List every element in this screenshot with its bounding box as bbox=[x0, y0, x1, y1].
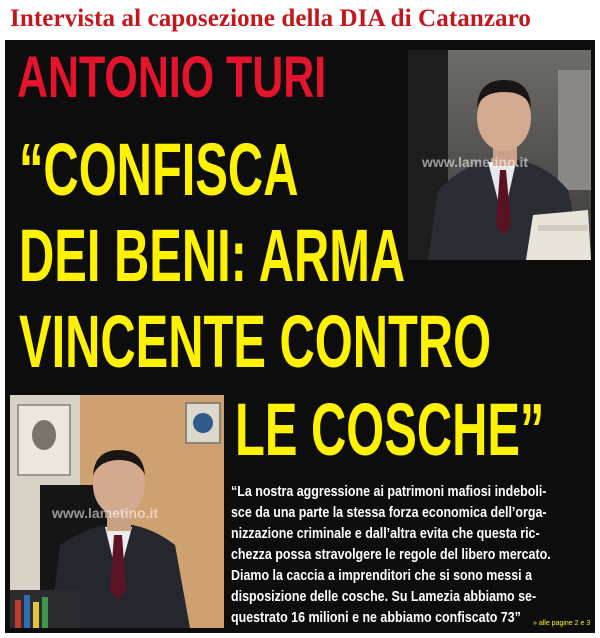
watermark-top: www.lametino.it bbox=[422, 154, 529, 170]
quote-line: “La nostra aggressione ai patrimoni mafiosi indeboli- bbox=[231, 483, 547, 500]
page-reference[interactable]: » alle pagine 2 e 3 bbox=[533, 620, 591, 627]
portrait-photo-top bbox=[408, 50, 591, 260]
quote-block bbox=[231, 481, 591, 628]
headline-line-2: DEI BENI: ARMA bbox=[19, 214, 406, 297]
quote-line: disposizione delle cosche. Su Lamezia abbiamo se- bbox=[231, 588, 537, 605]
front-page-panel bbox=[5, 40, 595, 633]
kicker-title: Intervista al caposezione della DIA di Catanzaro bbox=[10, 5, 531, 32]
quote-line: sce da una parte la stessa forza economica dell’orga- bbox=[231, 504, 547, 521]
quote-line: Diamo la caccia a imprenditori che si sono messi a bbox=[231, 567, 533, 584]
portrait-photo-bottom bbox=[10, 395, 224, 628]
quote-line: questrato 16 milioni e ne abbiamo confiscato 73” bbox=[231, 609, 521, 626]
headline-line-1: “CONFISCA bbox=[19, 128, 299, 211]
quote-line: chezza possa stravolgere le regole del libero mercato. bbox=[231, 546, 551, 563]
headline-line-3: VINCENTE CONTRO bbox=[19, 300, 492, 383]
interviewee-name: ANTONIO TURI bbox=[17, 45, 327, 110]
headline-line-4: LE COSCHE” bbox=[235, 388, 545, 471]
watermark-bottom: www.lametino.it bbox=[52, 505, 159, 521]
kicker-bar bbox=[0, 0, 600, 40]
quote-line: nizzazione criminale e dall’altra evita che questa ric- bbox=[231, 525, 540, 542]
